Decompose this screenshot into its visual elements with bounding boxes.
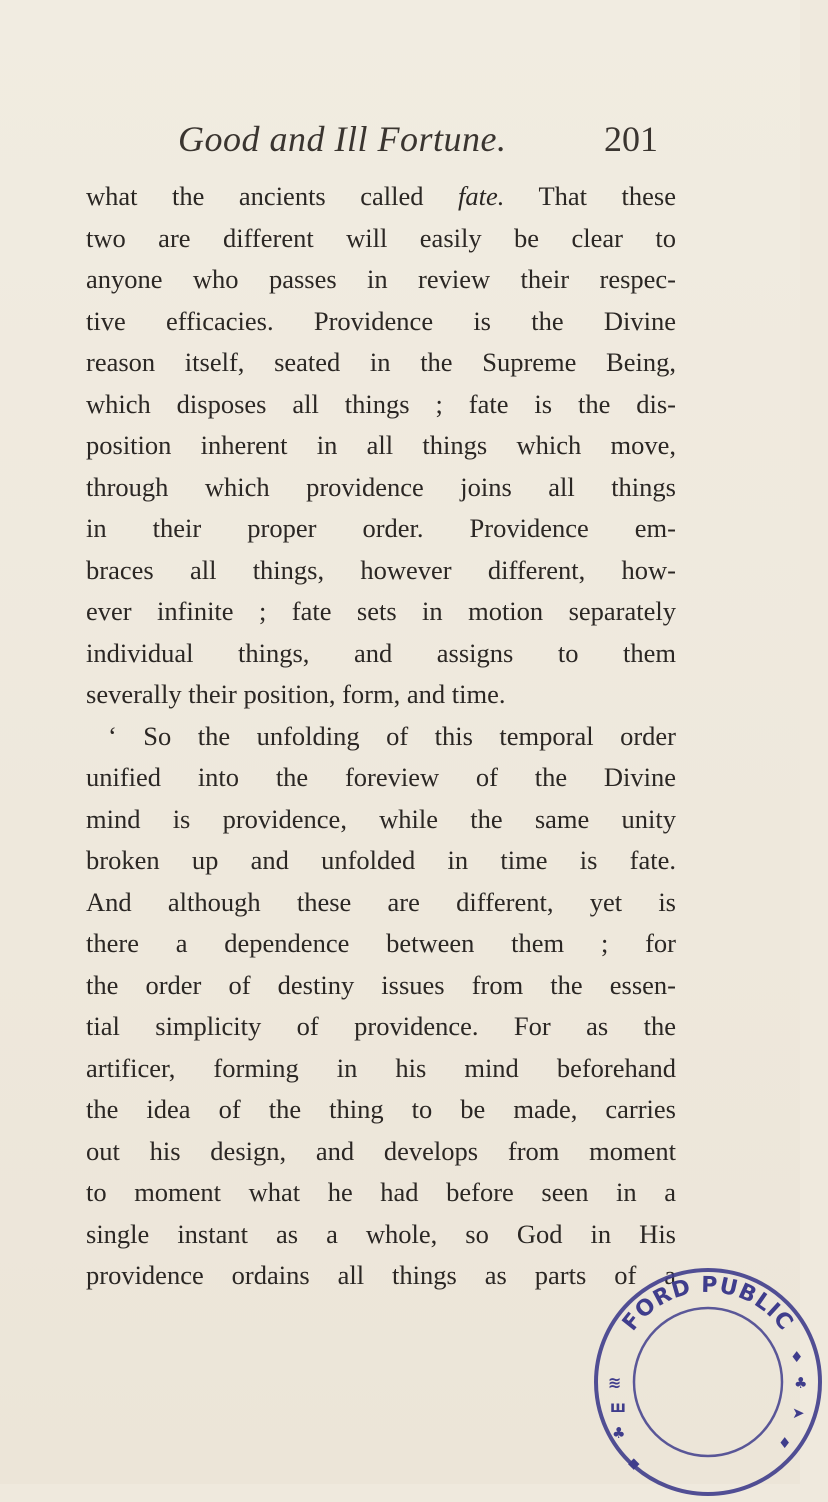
text-line: position inherent in all things which move, <box>86 430 676 460</box>
svg-text:FORD PUBLIC: FORD PUBLIC <box>617 1272 799 1336</box>
text-line: providence ordains all things as parts of a <box>86 1260 676 1290</box>
text-line: unified into the foreview of the Divine <box>86 762 676 792</box>
text-line: severally their position, form, and time. <box>86 679 506 709</box>
page-number: 201 <box>604 119 658 159</box>
svg-text:♦: ♦ <box>778 1434 792 1452</box>
text-line: to moment what he had before seen in a <box>86 1177 676 1207</box>
text-line: the order of destiny issues from the essen- <box>86 969 676 1000</box>
svg-text:♦: ♦ <box>790 1348 804 1366</box>
text-line: And although these are different, yet is <box>86 886 676 917</box>
text-line: out his design, and develops from moment <box>86 1135 676 1166</box>
text-line: in their proper order. Providence em- <box>86 513 676 543</box>
text-line: there a dependence between them ; for <box>86 928 676 958</box>
svg-text:◆: ◆ <box>628 1454 640 1472</box>
page-header <box>178 118 658 168</box>
text-line: broken up and unfolded in time is fate. <box>86 845 676 875</box>
text-line: what the ancients called fate. That these <box>86 181 676 211</box>
text-line: ever infinite ; fate sets in motion separately <box>86 596 676 626</box>
text-line: ‘ So the unfolding of this temporal order <box>108 720 676 751</box>
body-text <box>86 176 676 1297</box>
text-line: the idea of the thing to be made, carries <box>86 1094 676 1124</box>
svg-text:♣: ♣ <box>794 1374 808 1392</box>
text-line: mind is providence, while the same unity <box>86 803 676 834</box>
text-line: braces all things, however different, how- <box>86 554 676 585</box>
svg-text:➤: ➤ <box>792 1404 805 1422</box>
text-line: through which providence joins all things <box>86 471 676 502</box>
svg-text:≋: ≋ <box>608 1373 622 1392</box>
text-line: anyone who passes in review their respec- <box>86 264 676 294</box>
library-stamp-icon <box>588 1262 828 1502</box>
text-line: artificer, forming in his mind beforehand <box>86 1052 676 1083</box>
text-line: tive efficacies. Providence is the Divine <box>86 305 676 336</box>
italic-word: fate. <box>458 181 505 211</box>
svg-text:♣: ♣ <box>612 1424 626 1442</box>
svg-text:ш: ш <box>610 1398 626 1416</box>
text-line: individual things, and assigns to them <box>86 637 676 668</box>
running-title: Good and Ill Fortune. <box>178 119 507 159</box>
text-line: tial simplicity of providence. For as the <box>86 1011 676 1041</box>
text-line: reason itself, seated in the Supreme Being, <box>86 347 676 377</box>
text-line: two are different will easily be clear to <box>86 222 676 253</box>
text-line: single instant as a whole, so God in His <box>86 1218 676 1249</box>
text-line: which disposes all things ; fate is the dis- <box>86 388 676 419</box>
